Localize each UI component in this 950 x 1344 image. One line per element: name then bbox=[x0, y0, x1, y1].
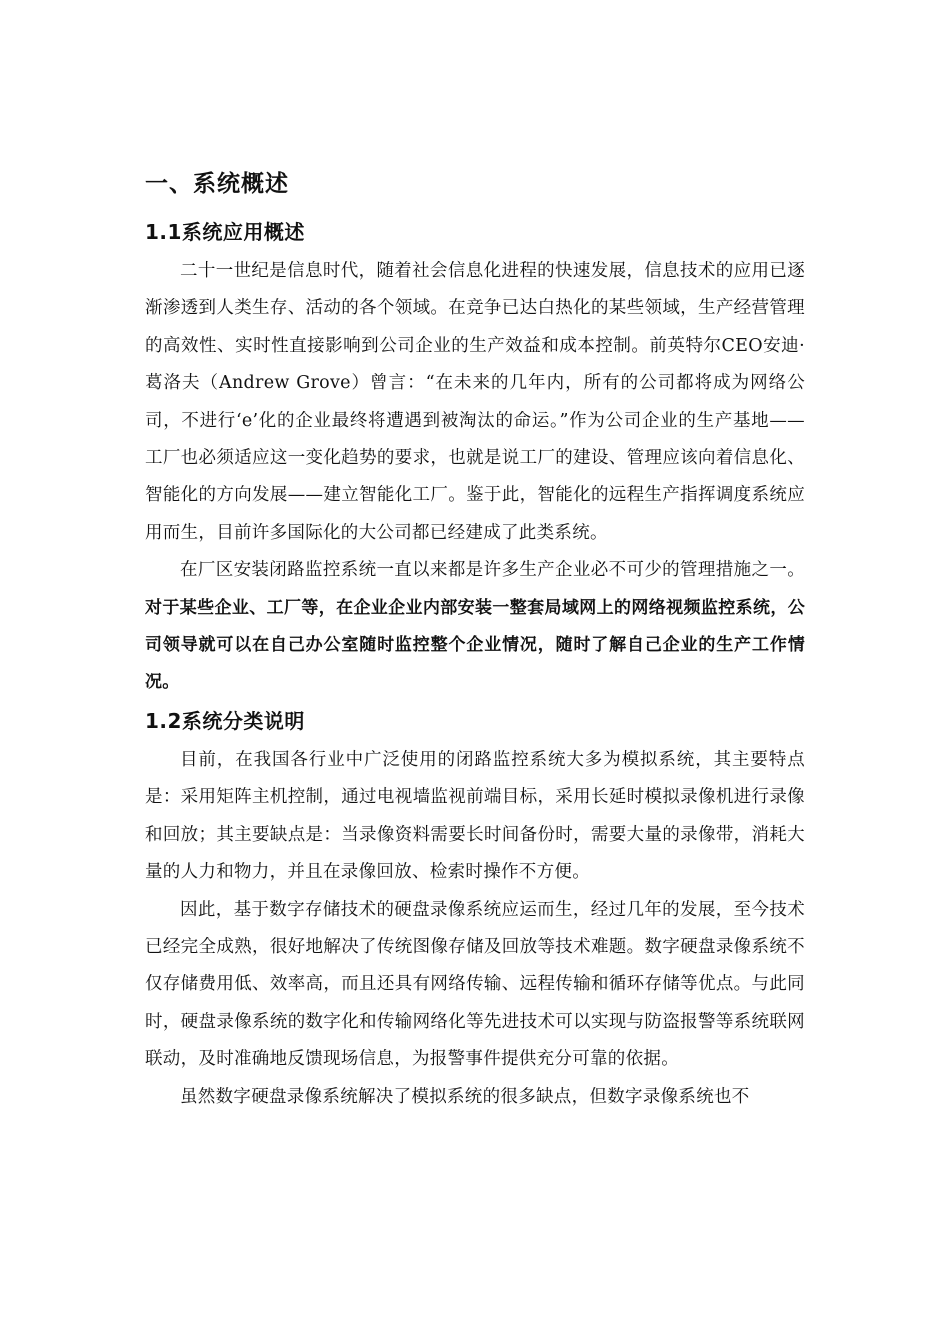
paragraph: 二十一世纪是信息时代，随着社会信息化进程的快速发展，信息技术的应用已逐渐渗透到人类生存、活动的各个领域。在竞争已达白热化的某些领域，生产经营管理的高效性、实时性直接影响到公司企业的生产效益和成本控制。前英特尔CEO安迪·葛洛夫（Andrew Grove）曾言：“在未来的几年内，所有的公司都将成为网络公司，不进行‘e’化的企业最终将遭遇到被淘汰的命运。”作为公司企业的生产基地——工厂也必须适应这一变化趋势的要求，也就是说工厂的建设、管理应该向着信息化、智能化的方向发展——建立智能化工厂。鉴于此，智能化的远程生产指挥调度系统应用而生，目前许多国际化的大公司都已经建成了此类系统。 bbox=[145, 261, 805, 543]
chapter-heading: 一、系统概述 bbox=[145, 171, 289, 197]
paragraph: 虽然数字硬盘录像系统解决了模拟系统的很多缺点，但数字录像系统也不 bbox=[180, 1086, 750, 1107]
paragraph: 目前，在我国各行业中广泛使用的闭路监控系统大多为模拟系统，其主要特点是：采用矩阵主机控制，通过电视墙监视前端目标，采用长延时模拟录像机进行录像和回放；其主要缺点是：当录像资料需要长时间备份时，需要大量的录像带，消耗大量的人力和物力，并且在录像回放、检索时操作不方便。 bbox=[145, 749, 805, 883]
paragraph-bold-text: 对于某些企业、工厂等，在企业企业内部安装一整套局域网上的网络视频监控系统，公司领导就可以在自己办公室随时监控整个企业情况，随时了解自己企业的生产工作情况。 bbox=[145, 597, 805, 693]
section-heading-1-1: 1.1系统应用概述 bbox=[145, 220, 305, 244]
paragraph bbox=[145, 552, 805, 702]
paragraph-lead-text: 在厂区安装闭路监控系统一直以来都是许多生产企业必不可少的管理措施之一。 bbox=[180, 560, 805, 581]
section-heading-1-2: 1.2系统分类说明 bbox=[145, 708, 305, 733]
document-body bbox=[145, 165, 805, 1116]
paragraph: 因此，基于数字存储技术的硬盘录像系统应运而生，经过几年的发展，至今技术已经完全成熟，很好地解决了传统图像存储及回放等技术难题。数字硬盘录像系统不仅存储费用低、效率高，而且还具有网络传输、远程传输和循环存储等优点。与此同时，硬盘录像系统的数字化和传输网络化等先进技术可以实现与防盗报警等系统联网联动，及时准确地反馈现场信息，为报警事件提供充分可靠的依据。 bbox=[145, 899, 805, 1070]
